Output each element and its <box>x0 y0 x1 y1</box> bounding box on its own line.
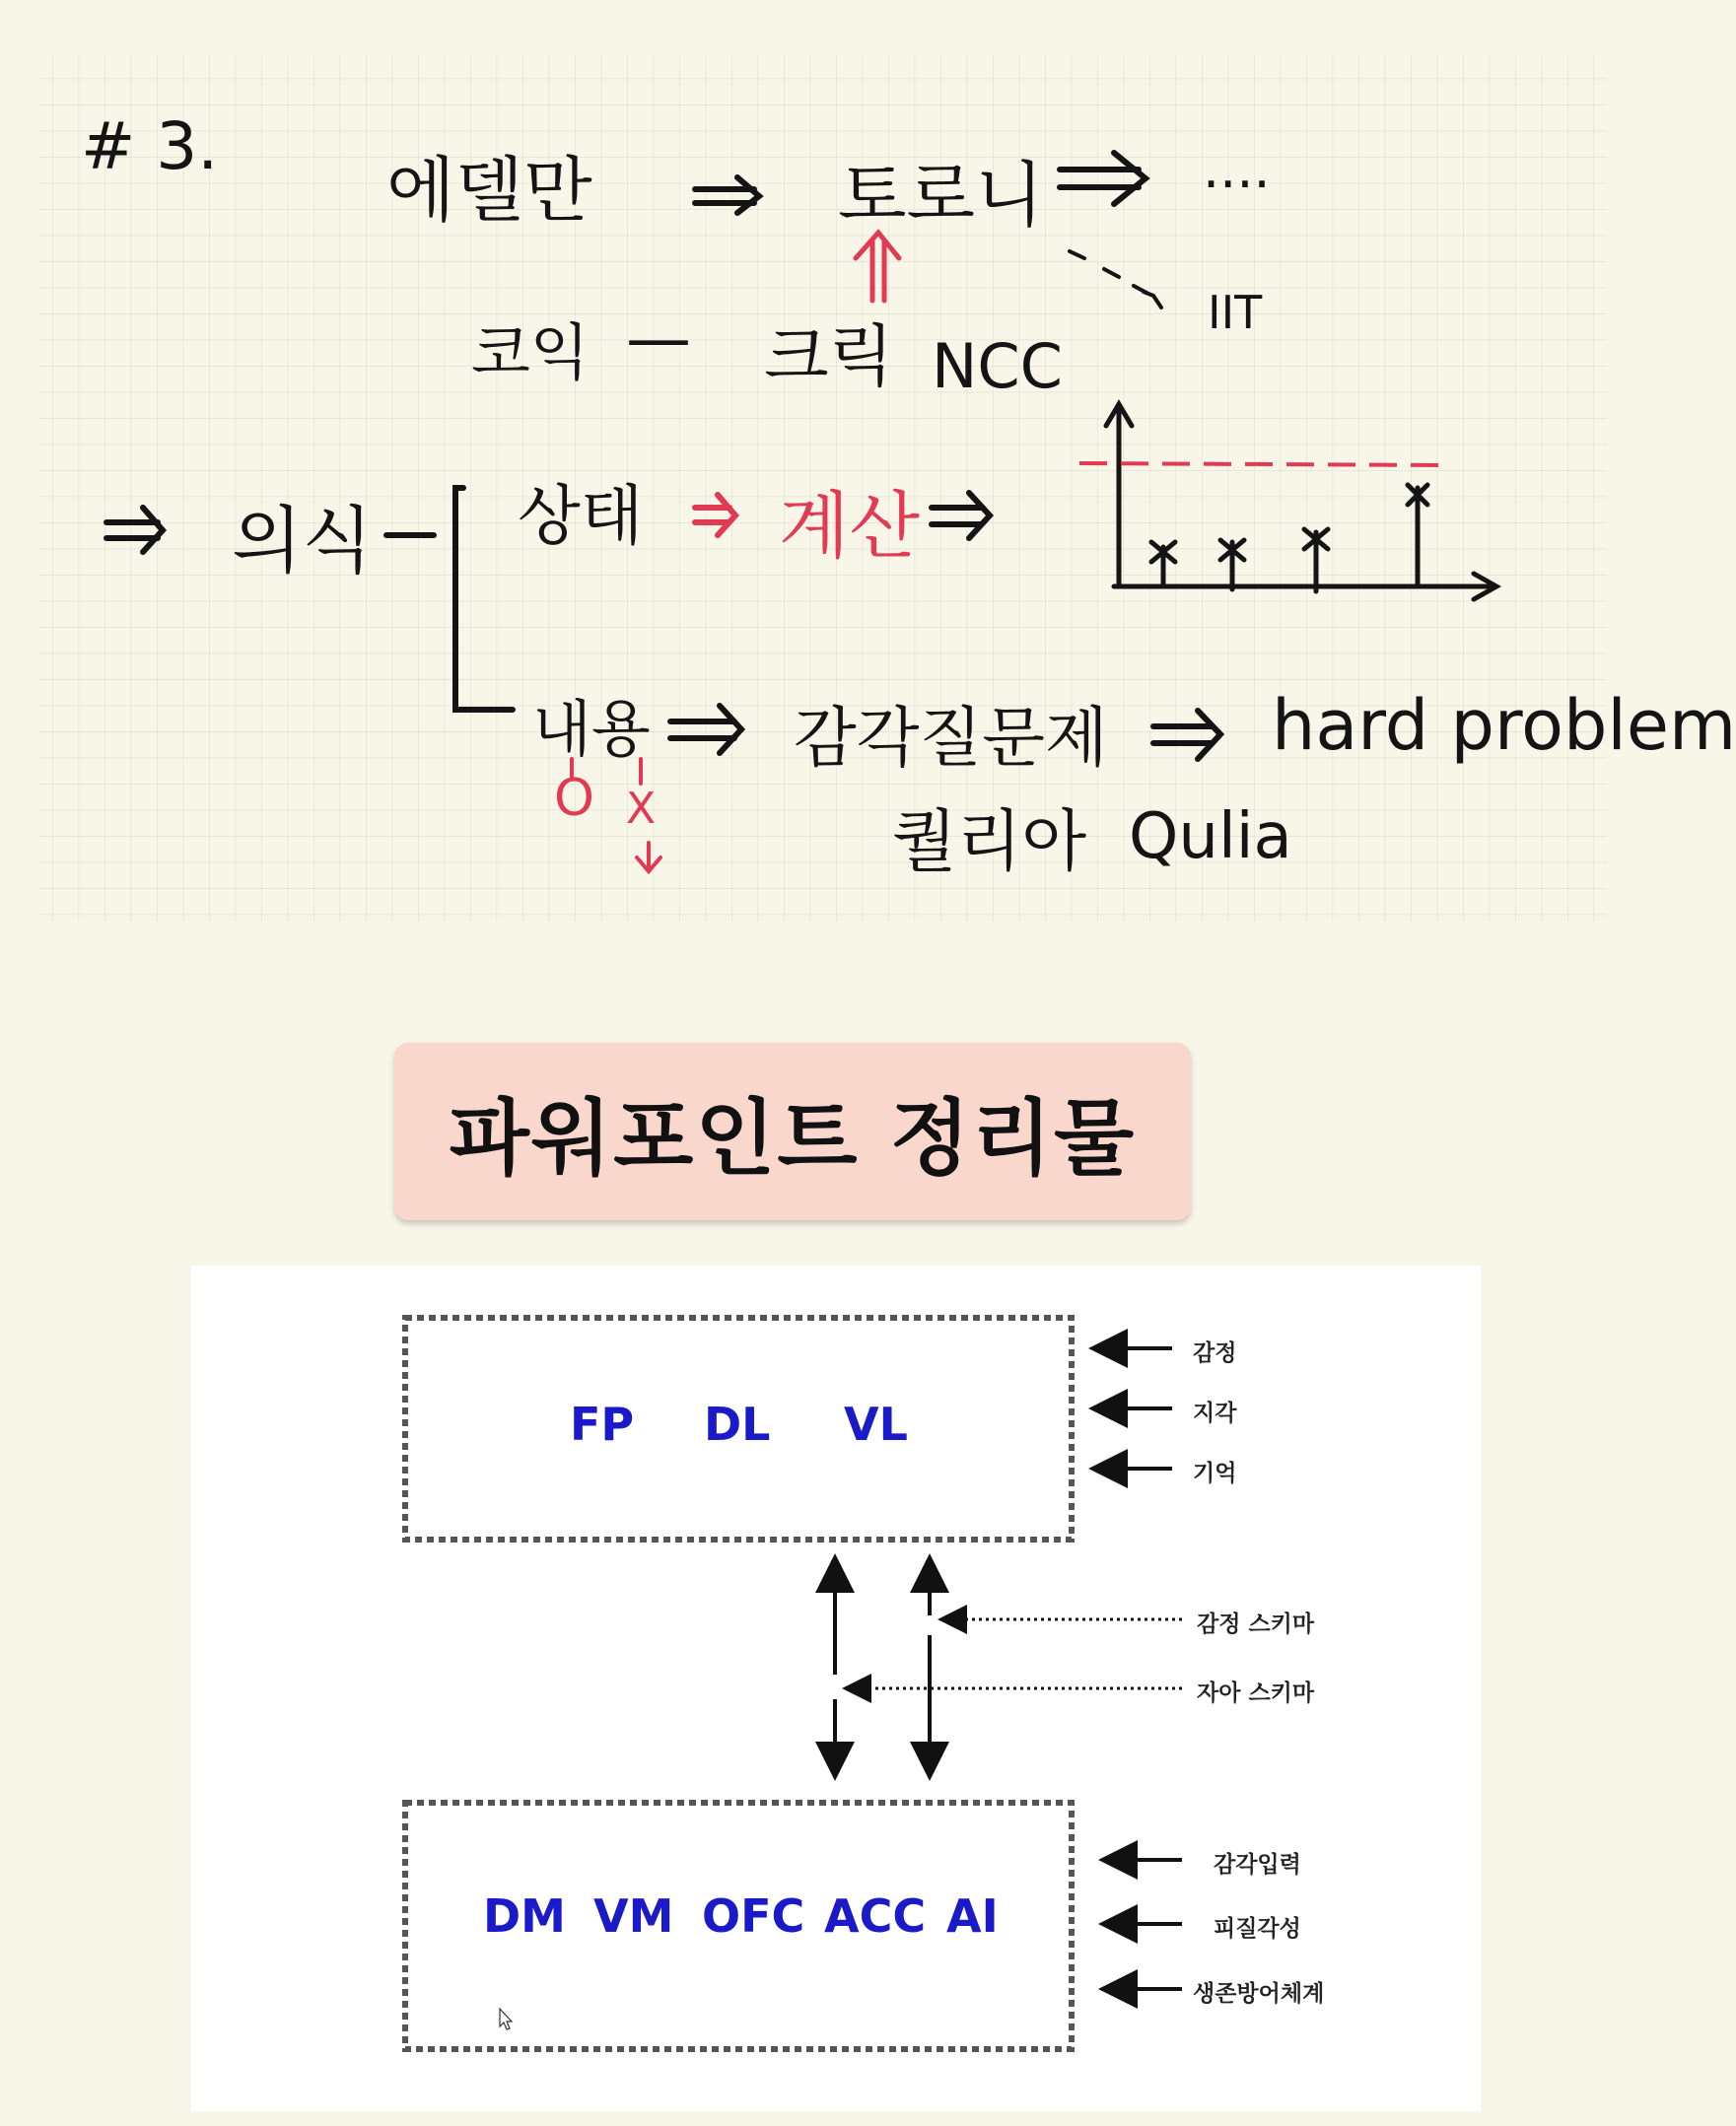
mark-o: O <box>554 769 594 828</box>
word-crick: 크릭 <box>764 318 894 396</box>
word-consciousness: 의식 <box>232 499 373 583</box>
bottom-box-label-ai: AI <box>946 1889 999 1943</box>
mouse-cursor-icon <box>500 2009 512 2029</box>
word-state: 상태 <box>518 478 644 554</box>
schema-label-emotion: 감정 스키마 <box>1197 1612 1315 1637</box>
top-box-label-fp: FP <box>570 1398 635 1451</box>
word-edelman: 에델만 <box>386 149 592 232</box>
word-sensory-problem: 감각질문제 <box>794 700 1108 776</box>
word-qualia-kr: 퀄리아 <box>892 803 1087 881</box>
input-label-memory: 기억 <box>1193 1461 1237 1486</box>
powerpoint-slide <box>191 1266 1481 2111</box>
ellipsis: .... <box>1203 138 1271 200</box>
input-label-survival: 생존방어체계 <box>1193 1981 1325 2007</box>
input-label-arousal: 피질각성 <box>1214 1916 1301 1942</box>
hard-problem: hard problem <box>1272 685 1736 766</box>
word-tononi: 토로니 <box>838 154 1044 237</box>
input-label-sensory: 감각입력 <box>1214 1852 1301 1878</box>
word-content: 내용 <box>532 693 651 765</box>
bottom-box-label-ofc: OFC <box>702 1889 805 1943</box>
input-label-perception: 지각 <box>1193 1401 1237 1426</box>
word-koch: 코익 <box>471 316 590 388</box>
heading-number: # 3. <box>81 108 219 184</box>
bottom-box-label-dm: DM <box>483 1889 566 1943</box>
word-qualia-en: Qulia <box>1129 800 1292 873</box>
page-title: 파워포인트 정리물 <box>449 1089 1137 1187</box>
mark-x: X <box>626 784 657 834</box>
title-card <box>394 1043 1191 1220</box>
bottom-box-label-vm: VM <box>593 1889 674 1943</box>
word-compute: 계산 <box>779 484 920 569</box>
red-dashed-threshold <box>1079 463 1449 465</box>
top-box-label-dl: DL <box>704 1398 771 1451</box>
top-box-label-vl: VL <box>844 1398 908 1451</box>
iit-label: IIT <box>1208 286 1263 339</box>
schema-label-self: 자아 스키마 <box>1197 1680 1315 1706</box>
dash: — <box>626 301 691 377</box>
input-label-emotion: 감정 <box>1193 1340 1237 1366</box>
ncc-label: NCC <box>932 330 1063 402</box>
bottom-box-label-acc: ACC <box>824 1889 927 1943</box>
